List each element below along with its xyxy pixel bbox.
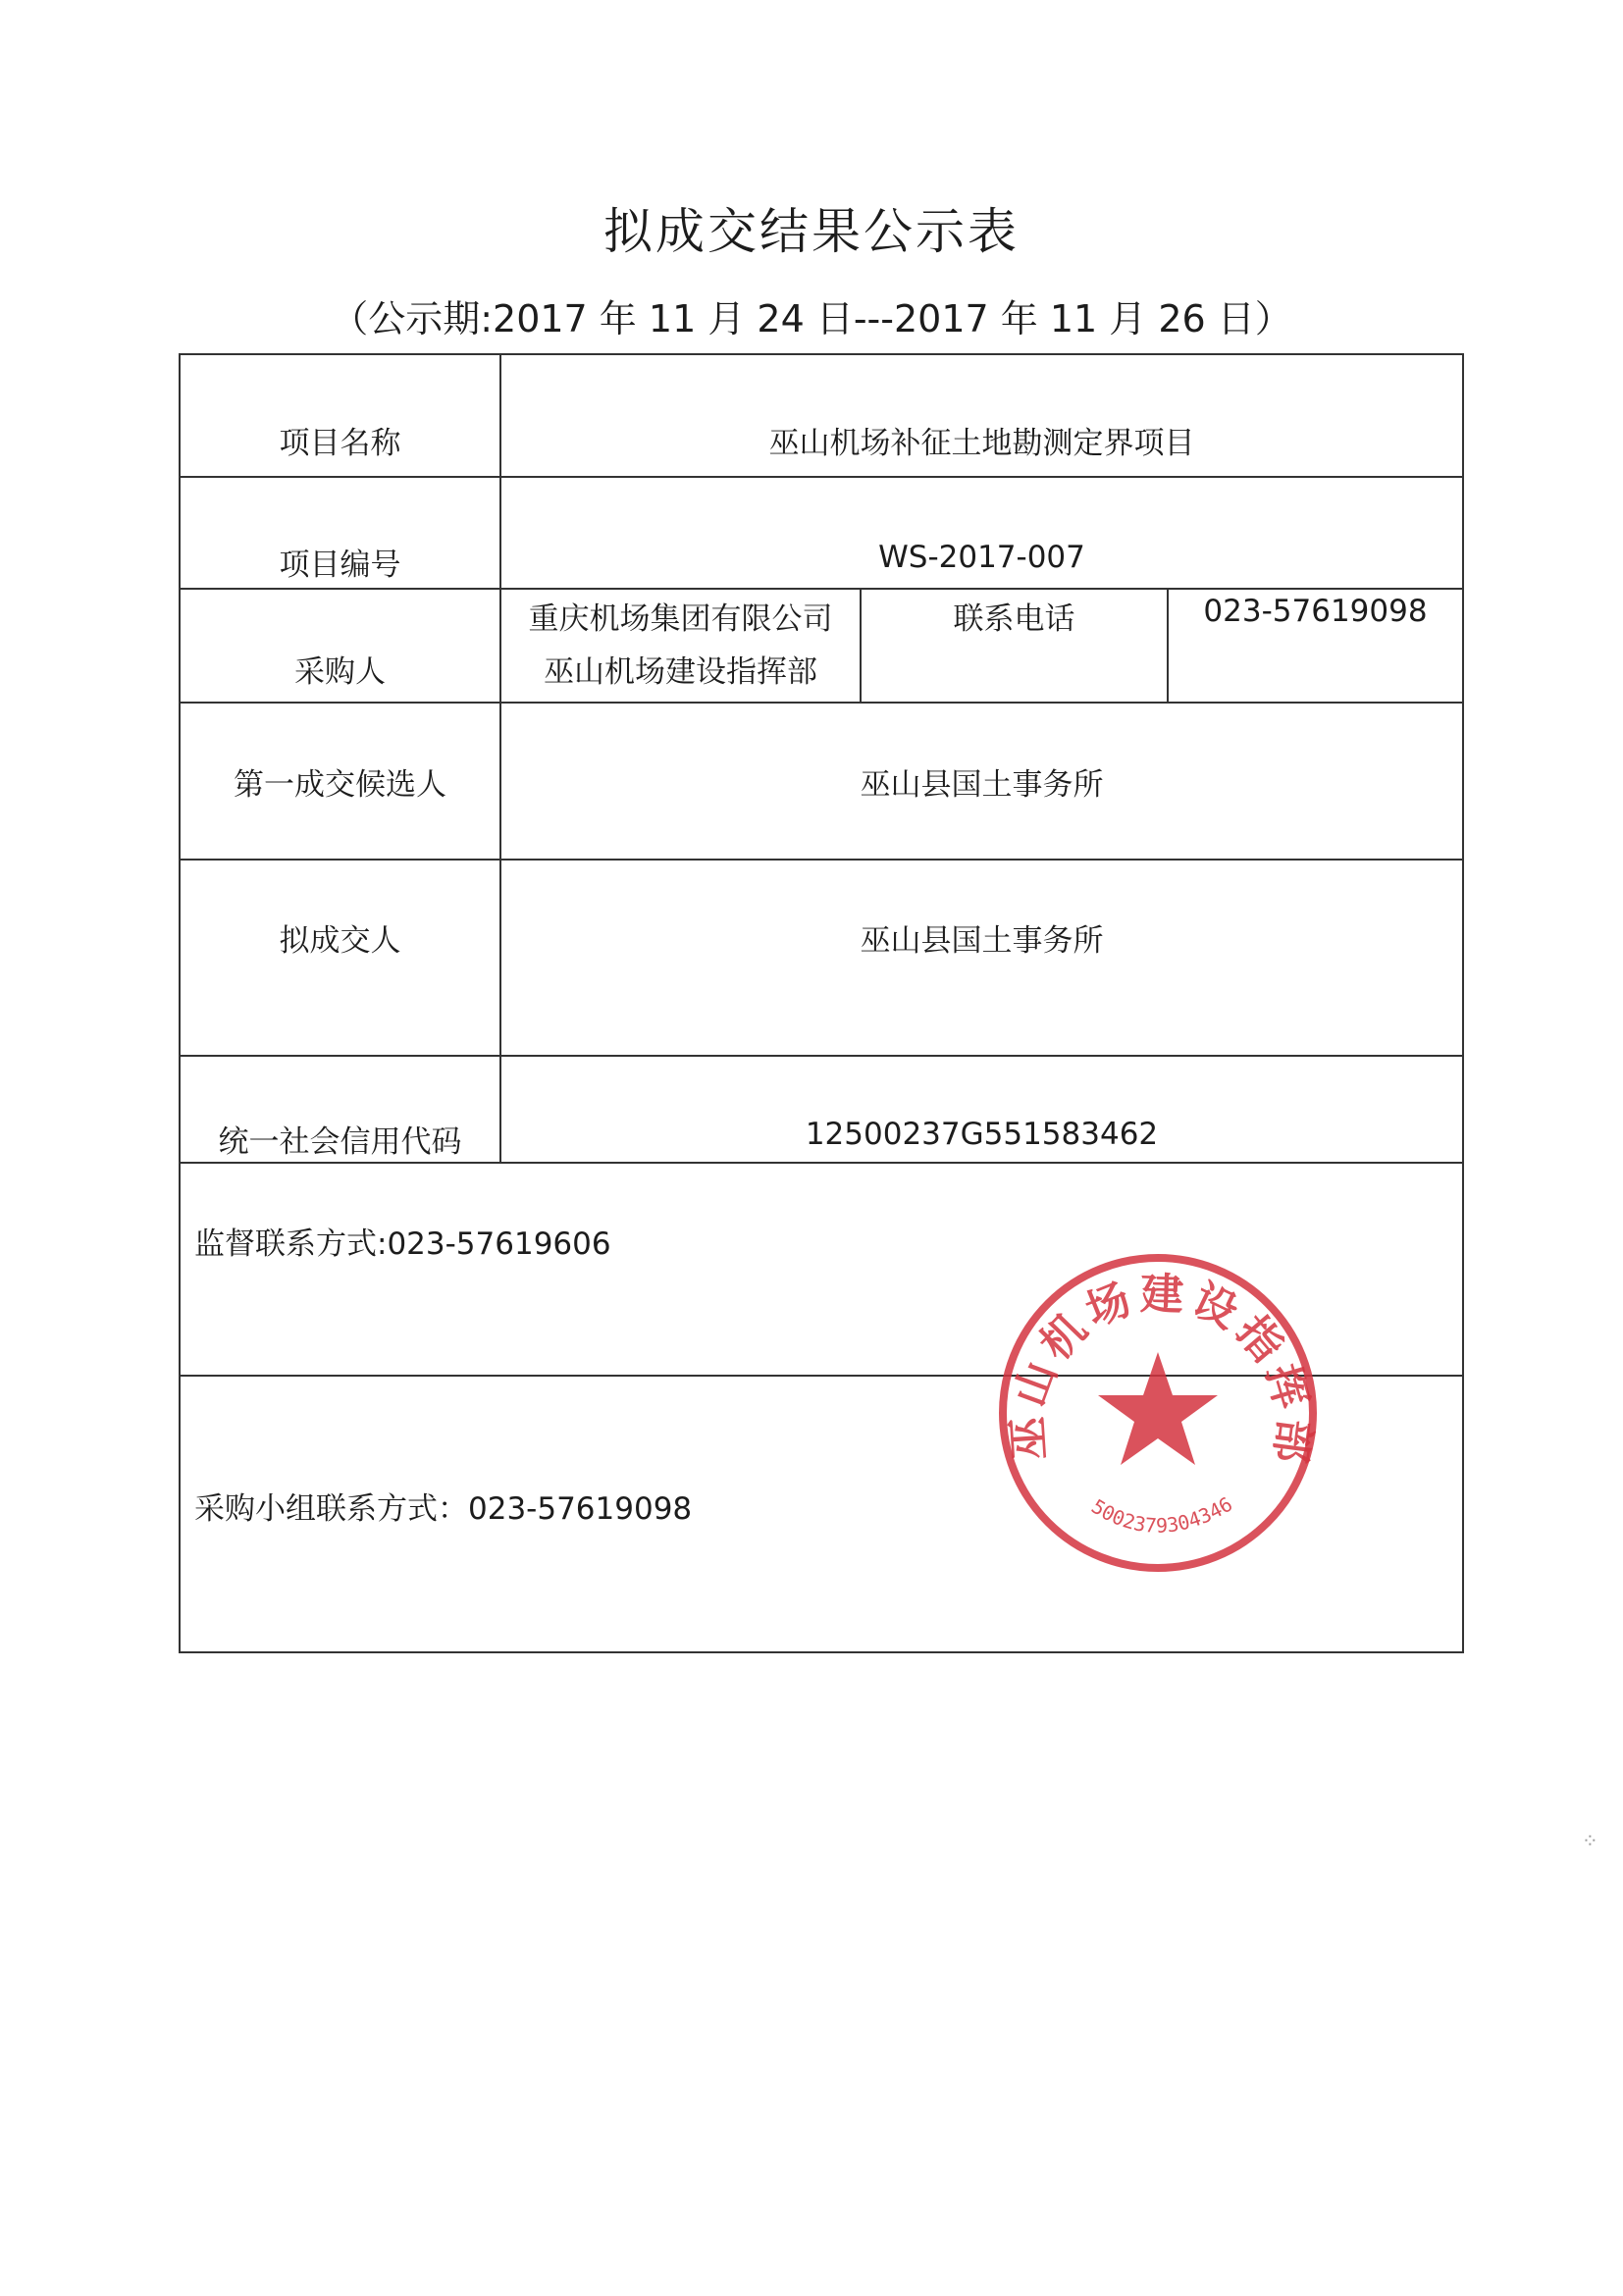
notice-period: （公示期:2017 年 11 月 24 日---2017 年 11 月 26 日）	[331, 297, 1292, 340]
first-candidate-label: 第一成交候选人	[234, 767, 446, 803]
page-title: 拟成交结果公示表	[603, 203, 1020, 260]
svg-text:5002379304346	[1087, 1492, 1236, 1538]
star-icon	[1098, 1352, 1218, 1465]
credit-code-value: 12500237G551583462	[805, 1117, 1159, 1152]
official-seal	[991, 1246, 1325, 1580]
project-no-label: 项目编号	[279, 548, 401, 583]
proposed-winner-label: 拟成交人	[279, 923, 401, 959]
purchaser-name-line2: 巫山机场建设指挥部	[544, 654, 817, 690]
phone-label: 联系电话	[953, 601, 1075, 637]
seal-text: 巫山机场建设指挥部	[1002, 1269, 1320, 1472]
purchase-group-contact: 采购小组联系方式：023-57619098	[194, 1491, 693, 1527]
project-name-value: 巫山机场补征土地勘测定界项目	[768, 426, 1195, 461]
margin-mark: ⁘	[1582, 1829, 1598, 1852]
proposed-winner-value: 巫山县国土事务所	[860, 923, 1104, 959]
seal-number: 5002379304346	[1087, 1491, 1237, 1538]
purchaser-name-line1: 重庆机场集团有限公司	[528, 601, 833, 637]
supervision-contact: 监督联系方式:023-57619606	[194, 1226, 611, 1262]
project-name-label: 项目名称	[279, 426, 401, 461]
phone-value: 023-57619098	[1203, 594, 1428, 629]
purchaser-label: 采购人	[294, 654, 386, 690]
first-candidate-value: 巫山县国土事务所	[860, 767, 1104, 803]
credit-code-label: 统一社会信用代码	[218, 1124, 462, 1160]
project-no-value: WS-2017-007	[878, 540, 1085, 575]
